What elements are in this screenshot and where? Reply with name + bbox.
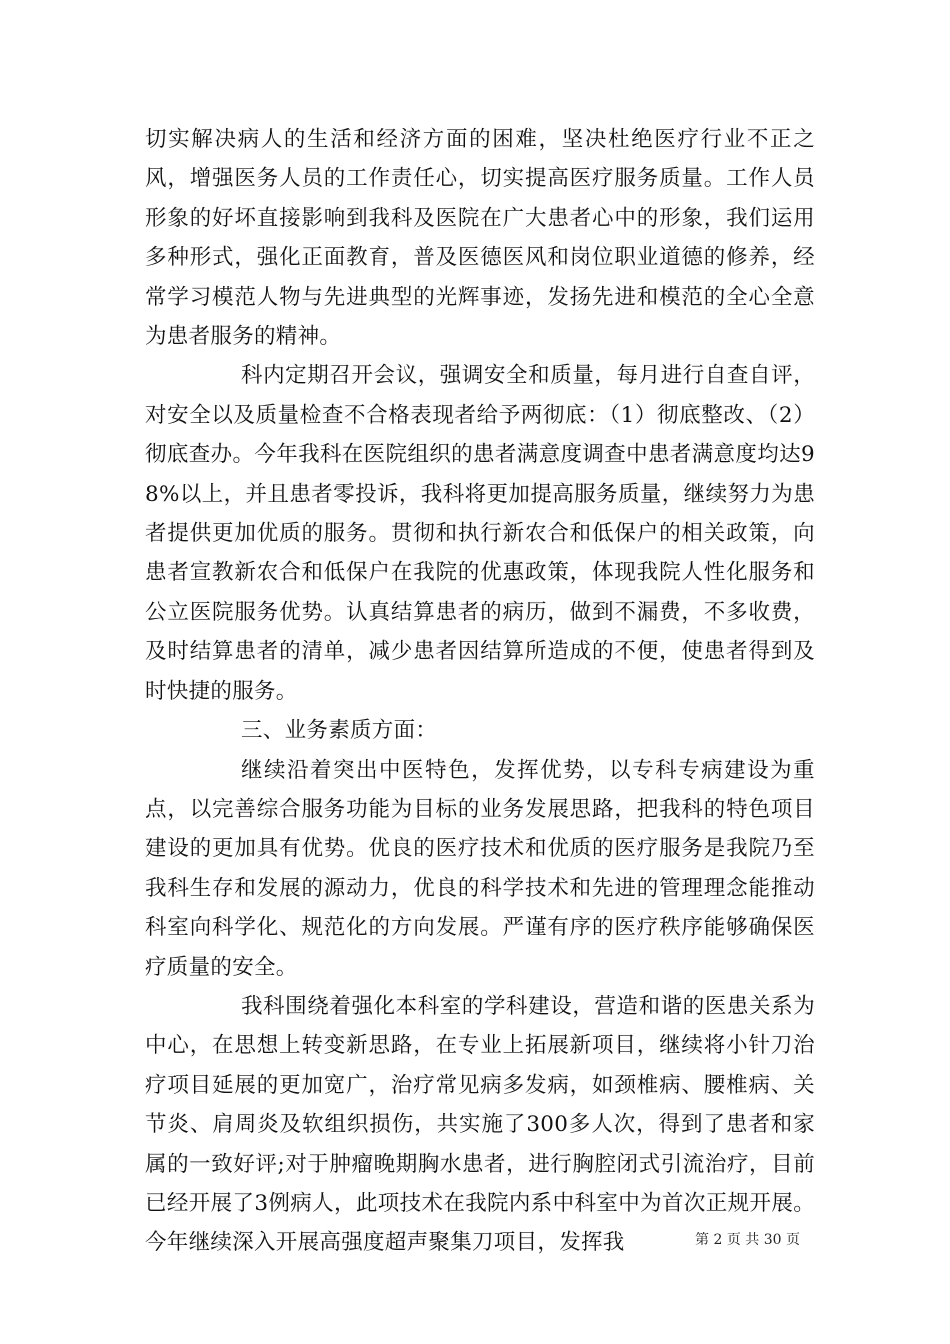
page-number-footer: 第 2 页 共 30 页 [695,1232,800,1248]
paragraph-tcm-development: 继续沿着突出中医特色，发挥优势，以专科专病建设为重点，以完善综合服务功能为目标的业务发展思路，把我科的特色项目建设的更加具有优势。优良的医疗技术和优质的医疗服务是我院乃至我科生存和发展的源动力，优良的科学技术和先进的管理理念能推动科室向科学化、规范化的方向发展。严谨有序的医疗秩序能够确保医疗质量的安全。 [145,757,815,980]
paragraph-discipline-building: 我科围绕着强化本科室的学科建设，营造和谐的医患关系为中心，在思想上转变新思路，在专业上拓展新项目，继续将小针刀治疗项目延展的更加宽广，治疗常见病多发病，如颈椎病、腰椎病、关节炎、肩周炎及软组织损伤，共实施了300多人次，得到了患者和家属的一致好评;对于肿瘤晚期胸水患者，进行胸腔闭式引流治疗，目前已经开展了3例病人，此项技术在我院内系中科室中为首次正规开展。今年继续深入开展高强度超声聚集刀项目，发挥我 [145,993,815,1256]
paragraph-continuation: 切实解决病人的生活和经济方面的困难，坚决杜绝医疗行业不正之风，增强医务人员的工作责任心，切实提高医疗服务质量。工作人员形象的好坏直接影响到我科及医院在广大患者心中的形象，我们运用多种形式，强化正面教育，普及医德医风和岗位职业道德的修养，经常学习模范人物与先进典型的光辉事迹，发扬先进和模范的全心全意为患者服务的精神。 [145,127,815,350]
section-heading-business-quality: 三、业务素质方面： [241,718,438,744]
paragraph-meetings-quality: 科内定期召开会议，强调安全和质量，每月进行自查自评，对安全以及质量检查不合格表现者给予两彻底：（1）彻底整改、（2）彻底查办。今年我科在医院组织的患者满意度调查中患者满意度均达98%以上，并且患者零投诉，我科将更加提高服务质量，继续努力为患者提供更加优质的服务。贯彻和执行新农合和低保户的相关政策，向患者宣教新农合和低保户在我院的优惠政策，体现我院人性化服务和公立医院服务优势。认真结算患者的病历，做到不漏费，不多收费，及时结算患者的清单，减少患者因结算所造成的不便，使患者得到及时快捷的服务。 [145,363,815,704]
document-body [145,120,815,1263]
